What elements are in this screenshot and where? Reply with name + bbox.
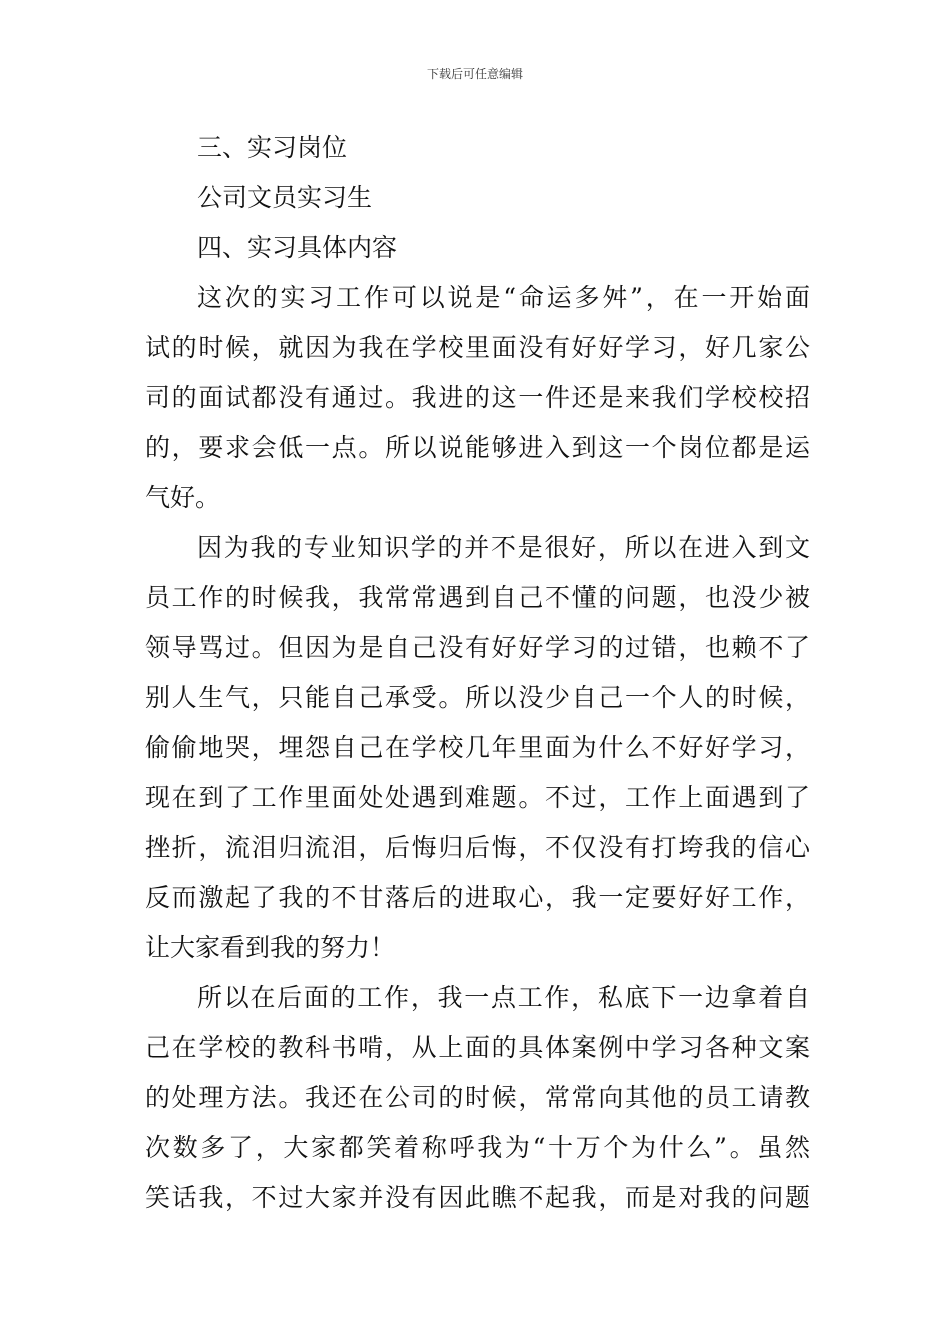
paragraph-line: 己在学校的教科书啃，从上面的具体案例中学习各种文案 xyxy=(145,1033,810,1062)
paragraph-line: 这次的实习工作可以说是“命运多舛”，在一开始面 xyxy=(197,283,810,312)
paragraph-line: 气好。 xyxy=(145,483,221,512)
header-note: 下载后可任意编辑 xyxy=(426,67,523,81)
paragraph-line: 领导骂过。但因为是自己没有好好学习的过错，也赖不了 xyxy=(145,633,810,662)
paragraph-line: 挫折，流泪归流泪，后悔归后悔，不仅没有打垮我的信心 xyxy=(145,833,810,862)
paragraph-line: 因为我的专业知识学的并不是很好，所以在进入到文 xyxy=(197,533,810,562)
paragraph-line: 员工作的时候我，我常常遇到自己不懂的问题，也没少被 xyxy=(145,583,810,612)
paragraph-line: 的处理方法。我还在公司的时候，常常向其他的员工请教 xyxy=(145,1083,810,1112)
paragraph-line: 的，要求会低一点。所以说能够进入到这一个岗位都是运 xyxy=(145,433,810,462)
paragraph-line: 让大家看到我的努力！ xyxy=(145,933,396,962)
section-heading: 四、实习具体内容 xyxy=(197,233,398,262)
paragraph-line: 试的时候，就因为我在学校里面没有好好学习，好几家公 xyxy=(145,333,810,362)
paragraph-line: 所以在后面的工作，我一点工作，私底下一边拿着自 xyxy=(197,983,810,1012)
paragraph-line: 笑话我，不过大家并没有因此瞧不起我，而是对我的问题 xyxy=(145,1183,810,1212)
document-body xyxy=(145,123,810,1223)
paragraph-line: 偷偷地哭，埋怨自己在学校几年里面为什么不好好学习， xyxy=(145,733,810,762)
paragraph-line: 反而激起了我的不甘落后的进取心，我一定要好好工作， xyxy=(145,883,810,912)
paragraph-line: 公司文员实习生 xyxy=(197,183,373,212)
section-heading: 三、实习岗位 xyxy=(197,133,348,162)
paragraph-line: 现在到了工作里面处处遇到难题。不过，工作上面遇到了 xyxy=(145,783,810,812)
paragraph-line: 别人生气，只能自己承受。所以没少自己一个人的时候， xyxy=(145,683,810,712)
paragraph-line: 司的面试都没有通过。我进的这一件还是来我们学校校招 xyxy=(145,383,810,412)
paragraph-line: 次数多了，大家都笑着称呼我为“十万个为什么”。虽然 xyxy=(145,1133,810,1162)
